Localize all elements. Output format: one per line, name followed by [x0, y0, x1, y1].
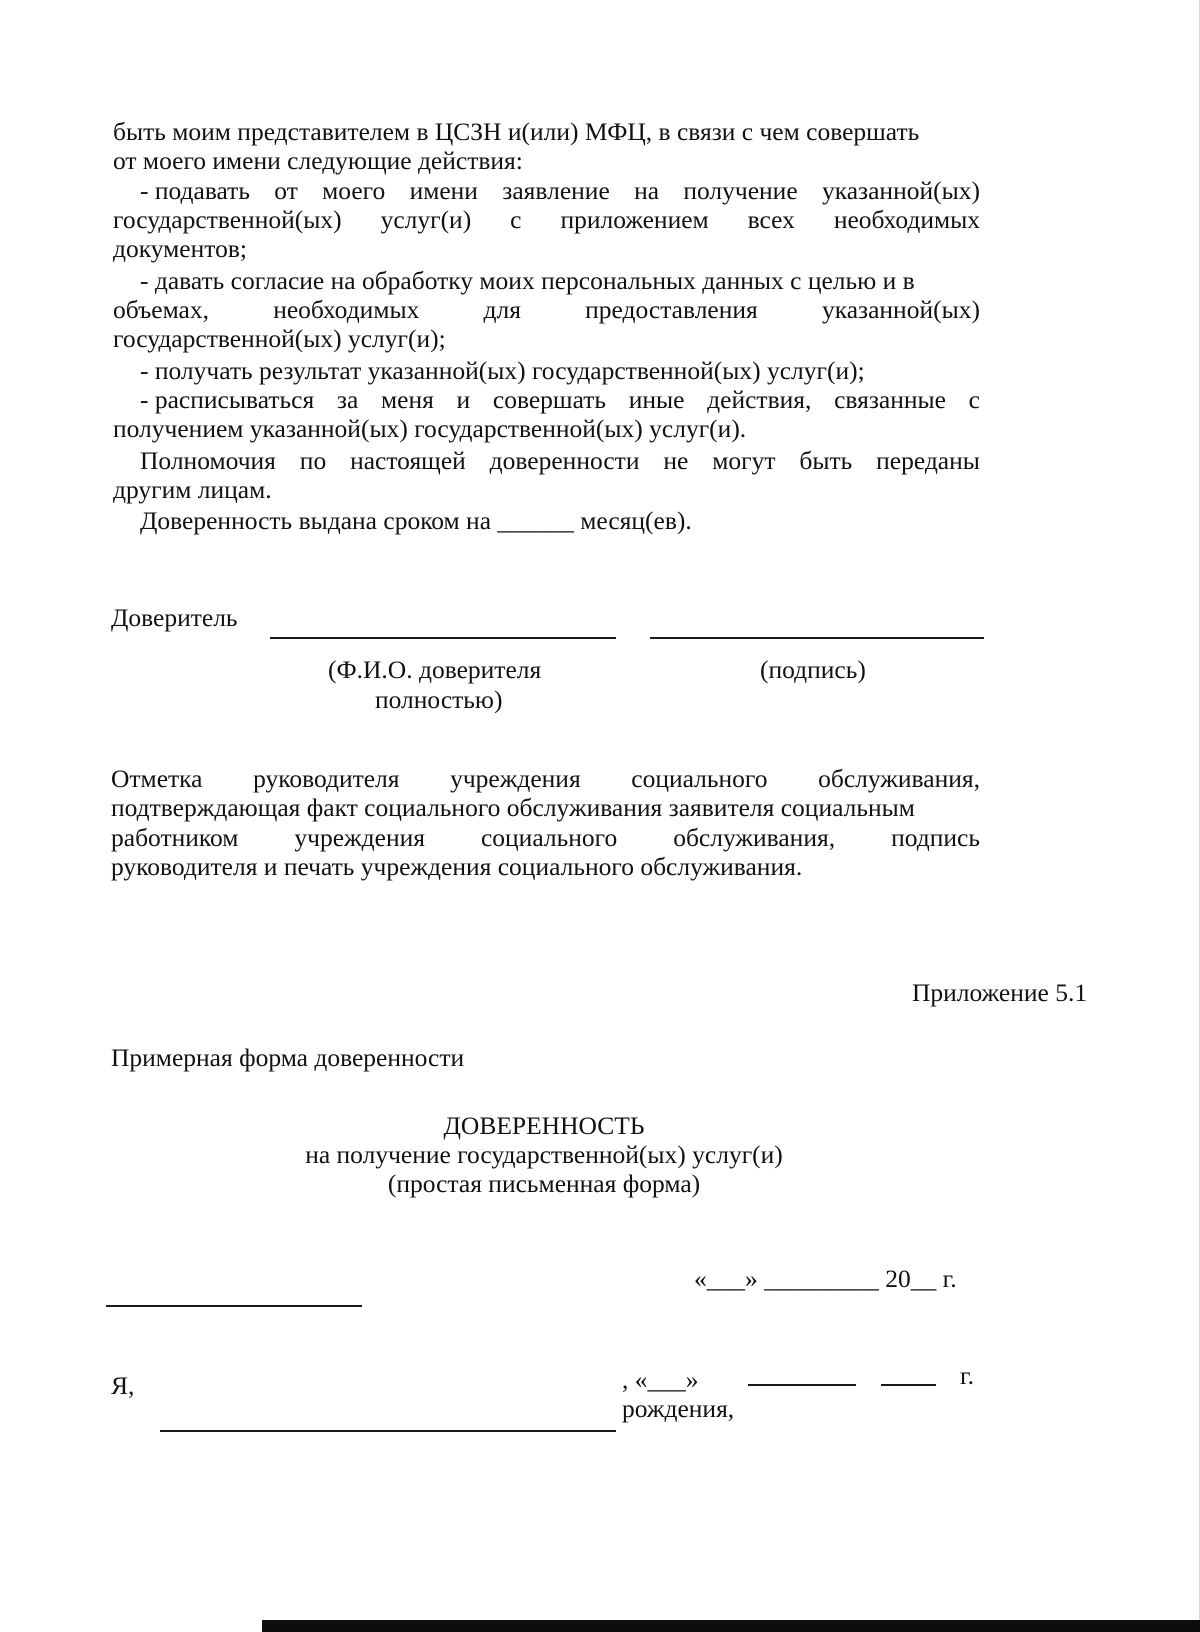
birth-month-line — [748, 1384, 856, 1386]
word: объемах, — [113, 295, 209, 324]
birth-label: рождения, — [622, 1394, 735, 1423]
word: моего — [322, 176, 386, 205]
word: не — [663, 446, 689, 475]
item2-line3: государственной(ых) услуг(и); — [113, 324, 446, 353]
item1-line3: документов; — [113, 234, 247, 263]
word: учреждения — [294, 823, 425, 852]
paragraph1-line1 — [113, 116, 980, 147]
word: переданы — [876, 446, 980, 475]
word: могут — [712, 446, 776, 475]
word: от — [274, 176, 298, 205]
term-line: Доверенность выдана сроком на ______ месяц(ев). — [140, 506, 692, 535]
appendix-label: Приложение 5.1 — [912, 978, 1088, 1007]
word: заявление — [502, 176, 610, 205]
date-line: «___» _________ 20__ г. — [694, 1264, 957, 1293]
birth-date-label: , «___» — [622, 1365, 699, 1394]
word: действия, — [707, 385, 812, 414]
powers-line2: другим лицам. — [113, 475, 272, 504]
word: для — [483, 295, 521, 324]
mark-line2 — [111, 792, 980, 823]
word: обслуживания, — [818, 764, 980, 793]
principal-label: Доверитель — [111, 603, 238, 632]
word: меня — [381, 385, 434, 414]
signature-caption: (подпись) — [760, 655, 866, 684]
document-form-type: (простая письменная форма) — [387, 1169, 701, 1198]
text-run: подтверждающая факт социального обслуживания заявителя социальным — [111, 793, 915, 822]
birth-year-line — [881, 1384, 936, 1386]
person-name-line — [160, 1430, 616, 1432]
document-subtitle: на получение государственной(ых) услуг(и) — [305, 1140, 783, 1169]
word: необходимых — [273, 295, 420, 324]
word: на — [634, 176, 660, 205]
word: учреждения — [450, 764, 581, 793]
scan-bottom-edge — [262, 1620, 1200, 1632]
word: необходимых — [833, 205, 980, 234]
word: иные — [628, 385, 685, 414]
word: получение — [683, 176, 798, 205]
person-prefix: Я, — [111, 1371, 135, 1400]
word: связанные — [834, 385, 946, 414]
word: государственной(ых) — [113, 205, 342, 234]
word: указанной(ых) — [821, 295, 980, 324]
word: социального — [480, 823, 618, 852]
item2-line2 — [113, 294, 980, 325]
year-suffix: г. — [960, 1361, 974, 1390]
item1-line2 — [113, 204, 980, 235]
text-run: быть моим представителем в ЦСЗН и(или) МФЦ, в связи с чем совершать — [113, 117, 920, 146]
item3: - получать результат указанной(ых) государственной(ых) услуг(и); — [140, 356, 865, 385]
fio-caption-2: полностью) — [375, 685, 503, 714]
mark-line3 — [111, 822, 980, 853]
mark-line1 — [111, 763, 980, 794]
word: социального — [631, 764, 768, 793]
form-label: Примерная форма доверенности — [111, 1043, 465, 1072]
word: Отметка — [111, 764, 203, 793]
word: - подавать — [140, 176, 250, 205]
place-line — [106, 1305, 362, 1307]
item4-line1 — [140, 384, 980, 415]
word: с — [968, 385, 980, 414]
fio-line — [270, 637, 616, 639]
word: работником — [111, 823, 239, 852]
word: всех — [747, 205, 795, 234]
word: услуг(и) — [380, 205, 472, 234]
word: - расписываться — [140, 385, 315, 414]
word: указанной(ых) — [821, 176, 980, 205]
word: доверенности — [489, 446, 640, 475]
item2-line1 — [140, 265, 980, 296]
word: имени — [409, 176, 478, 205]
item4-line2: получением указанной(ых) государственной(ых) услуг(и). — [113, 414, 747, 443]
word: быть — [799, 446, 853, 475]
word: обслуживания, — [673, 823, 836, 852]
paragraph1-line2: от моего имени следующие действия: — [113, 146, 523, 175]
word: настоящей — [350, 446, 466, 475]
word: руководителя — [253, 764, 400, 793]
text-run: - давать согласие на обработку моих персональных данных с целью и в — [140, 266, 915, 295]
word: предоставления — [585, 295, 758, 324]
item1-line1 — [140, 175, 980, 206]
mark-line4: руководителя и печать учреждения социального обслуживания. — [111, 852, 803, 881]
word: за — [336, 385, 359, 414]
word: и — [456, 385, 471, 414]
document-title: ДОВЕРЕННОСТЬ — [443, 1111, 645, 1140]
word: подпись — [891, 823, 980, 852]
word: приложением — [560, 205, 709, 234]
word: с — [510, 205, 522, 234]
powers-line1 — [140, 445, 980, 476]
word: по — [299, 446, 327, 475]
word: совершать — [492, 385, 607, 414]
signature-line — [650, 637, 984, 639]
word: Полномочия — [140, 446, 276, 475]
fio-caption: (Ф.И.О. доверителя — [328, 655, 542, 684]
